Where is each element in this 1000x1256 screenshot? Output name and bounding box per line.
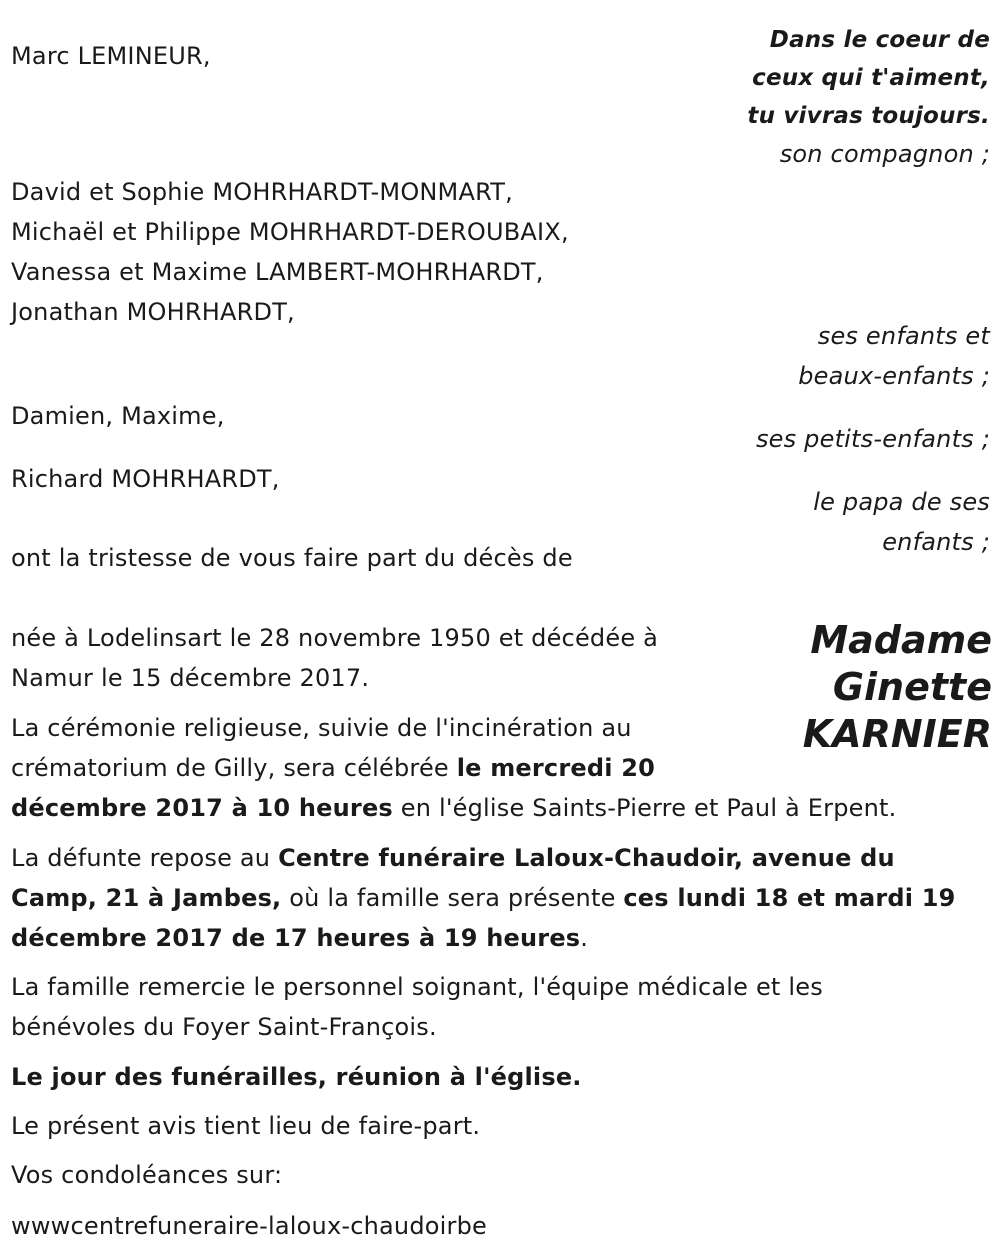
- name-line: Madame: [810, 618, 992, 662]
- text-span: .: [580, 924, 589, 952]
- text-line: [11, 788, 896, 828]
- child-couple: Vanessa et Maxime LAMBERT-MOHRHARDT,: [11, 258, 544, 286]
- role-line: beaux-enfants ;: [798, 362, 990, 390]
- text-line: [11, 748, 896, 788]
- grandchildren-role: ses petits-enfants ;: [755, 425, 990, 453]
- text-line: [11, 838, 956, 878]
- text-line: Namur le 15 décembre 2017.: [11, 664, 370, 692]
- child-couple: Jonathan MOHRHARDT,: [11, 298, 295, 326]
- quote-line: Dans le coeur de: [769, 27, 990, 53]
- funeral-home: Centre funéraire Laloux-Chaudoir, avenue du: [278, 844, 895, 872]
- text-span: La défunte repose au: [11, 844, 279, 872]
- children-role: [798, 316, 990, 396]
- funeral-home: Camp, 21 à Jambes,: [11, 884, 282, 912]
- notice-text: Le présent avis tient lieu de faire-part.: [11, 1112, 481, 1140]
- quote-line: ceux qui t'aiment,: [752, 65, 990, 91]
- name-line: KARNIER: [802, 712, 992, 756]
- text-line: [11, 918, 956, 958]
- text-span: crématorium de Gilly, sera célébrée: [11, 754, 457, 782]
- thanks-text: [11, 967, 823, 1047]
- text-line: [11, 878, 956, 918]
- announcement: ont la tristesse de vous faire part du décès de: [11, 544, 573, 572]
- ceremony-info: [11, 708, 896, 828]
- meeting-note: Le jour des funérailles, réunion à l'église.: [11, 1063, 582, 1091]
- visitation-info: [11, 838, 956, 958]
- condolences-url[interactable]: wwwcentrefuneraire-laloux-chaudoirbe: [11, 1212, 487, 1240]
- partner-name: Marc LEMINEUR,: [11, 42, 211, 70]
- partner-role: son compagnon ;: [779, 140, 990, 168]
- father-role: [813, 482, 990, 562]
- text-line: née à Lodelinsart le 28 novembre 1950 et décédée à: [11, 624, 659, 652]
- birth-death-info: [11, 618, 658, 698]
- text-span: où la famille sera présente: [281, 884, 624, 912]
- text-span: en l'église Saints-Pierre et Paul à Erpent.: [392, 794, 897, 822]
- condolences-label: Vos condoléances sur:: [11, 1161, 283, 1189]
- text-line: bénévoles du Foyer Saint-François.: [11, 1013, 437, 1041]
- text-line: La cérémonie religieuse, suivie de l'incinération au: [11, 714, 632, 742]
- name-line: Ginette: [832, 665, 992, 709]
- father-name: Richard MOHRHARDT,: [11, 465, 280, 493]
- role-line: le papa de ses: [813, 488, 990, 516]
- visitation-dates: ces lundi 18 et mardi 19: [623, 884, 956, 912]
- role-line: ses enfants et: [817, 322, 990, 350]
- ceremony-date: décembre 2017 à 10 heures: [11, 794, 393, 822]
- quote-line: tu vivras toujours.: [747, 103, 990, 129]
- ceremony-date: le mercredi 20: [456, 754, 656, 782]
- visitation-dates: décembre 2017 de 17 heures à 19 heures: [11, 924, 581, 952]
- epitaph-quote: [747, 21, 990, 135]
- child-couple: Michaël et Philippe MOHRHARDT-DEROUBAIX,: [11, 218, 569, 246]
- grandchildren-names: Damien, Maxime,: [11, 402, 225, 430]
- children-names: [11, 172, 569, 332]
- text-line: La famille remercie le personnel soignant, l'équipe médicale et les: [11, 973, 823, 1001]
- role-line: enfants ;: [882, 528, 990, 556]
- child-couple: David et Sophie MOHRHARDT-MONMART,: [11, 178, 513, 206]
